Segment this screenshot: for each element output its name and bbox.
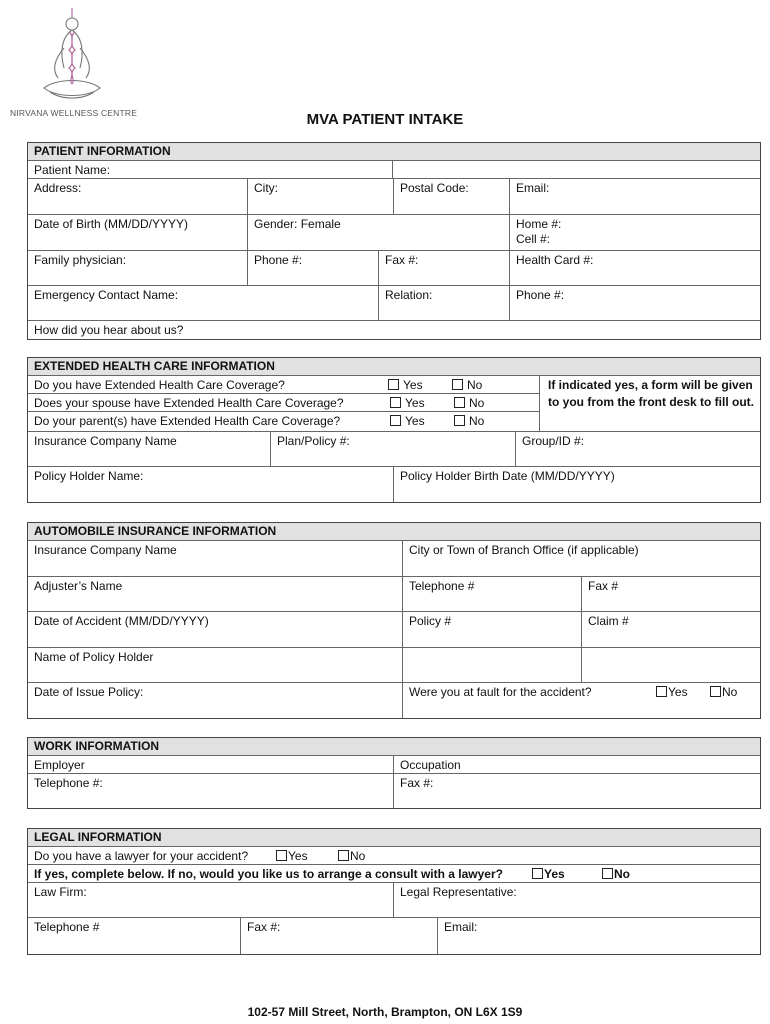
checkbox-icon bbox=[452, 379, 463, 390]
legal-information-section bbox=[27, 828, 761, 955]
yes-label: Yes bbox=[405, 414, 425, 428]
policy-holder-name-field[interactable]: Policy Holder Name: bbox=[34, 469, 144, 483]
consult-yes-checkbox[interactable] bbox=[526, 865, 586, 882]
checkbox-icon bbox=[454, 415, 465, 426]
fault-no-checkbox[interactable] bbox=[704, 683, 754, 719]
health-card-field[interactable]: Health Card #: bbox=[509, 251, 760, 285]
adjuster-name-field[interactable]: Adjuster’s Name bbox=[34, 579, 123, 593]
consult-no-checkbox[interactable] bbox=[596, 865, 656, 882]
yes-label: Yes bbox=[544, 867, 565, 881]
clinic-logo bbox=[8, 8, 140, 120]
claim-field[interactable]: Claim # bbox=[581, 612, 760, 647]
yes-label: Yes bbox=[288, 849, 308, 863]
spouse-no-checkbox[interactable] bbox=[448, 394, 508, 411]
home-phone-label: Home #: bbox=[516, 217, 562, 231]
ehc-form-note: If indicated yes, a form will be given to you from the front desk to fill out. bbox=[539, 376, 760, 431]
group-id-field[interactable]: Group/ID #: bbox=[515, 432, 760, 466]
email-field[interactable]: Email: bbox=[509, 179, 760, 214]
form-title: MVA PATIENT INTAKE bbox=[306, 111, 464, 128]
lawyer-no-checkbox[interactable] bbox=[332, 847, 392, 864]
family-physician-field[interactable]: Family physician: bbox=[34, 253, 127, 267]
checkbox-icon bbox=[710, 686, 721, 697]
fault-yes-checkbox[interactable] bbox=[650, 683, 700, 719]
legal-email-field[interactable]: Email: bbox=[437, 918, 760, 954]
no-label: No bbox=[614, 867, 630, 881]
emergency-phone-field[interactable]: Phone #: bbox=[509, 286, 760, 320]
checkbox-icon bbox=[532, 868, 543, 879]
checkbox-icon bbox=[338, 850, 349, 861]
extended-health-section bbox=[27, 357, 761, 503]
work-fax-field[interactable]: Fax #: bbox=[393, 774, 760, 808]
referral-source-field[interactable]: How did you hear about us? bbox=[34, 323, 184, 337]
checkbox-icon bbox=[388, 379, 399, 390]
checkbox-icon bbox=[390, 415, 401, 426]
cell-phone-label: Cell #: bbox=[516, 232, 551, 246]
no-label: No bbox=[469, 414, 485, 428]
checkbox-icon bbox=[656, 686, 667, 697]
no-label: No bbox=[350, 849, 366, 863]
auto-policy-holder-field[interactable]: Name of Policy Holder bbox=[34, 650, 154, 664]
automobile-insurance-section bbox=[27, 522, 761, 719]
legal-telephone-field[interactable]: Telephone # bbox=[34, 920, 100, 934]
city-field[interactable]: City: bbox=[247, 179, 393, 214]
yes-label: Yes bbox=[405, 396, 425, 410]
ehc-no-checkbox[interactable] bbox=[446, 376, 506, 393]
patient-name-blank[interactable] bbox=[392, 161, 760, 178]
lawyer-yes-checkbox[interactable] bbox=[270, 847, 330, 864]
legal-fax-field[interactable]: Fax #: bbox=[240, 918, 437, 954]
checkbox-icon bbox=[454, 397, 465, 408]
home-cell-field[interactable] bbox=[509, 215, 760, 250]
law-firm-field[interactable]: Law Firm: bbox=[34, 885, 87, 899]
no-label: No bbox=[469, 396, 485, 410]
issue-date-field[interactable]: Date of Issue Policy: bbox=[34, 685, 144, 699]
postal-code-field[interactable]: Postal Code: bbox=[393, 179, 509, 214]
section-header: PATIENT INFORMATION bbox=[28, 143, 760, 161]
parent-coverage-question: Do your parent(s) have Extended Health Care Coverage? bbox=[34, 414, 341, 428]
section-header: WORK INFORMATION bbox=[28, 738, 760, 756]
dob-field[interactable]: Date of Birth (MM/DD/YYYY) bbox=[34, 217, 189, 231]
section-header: EXTENDED HEALTH CARE INFORMATION bbox=[28, 358, 760, 376]
ehc-yes-checkbox[interactable] bbox=[382, 376, 442, 393]
address-field[interactable]: Address: bbox=[34, 181, 82, 195]
physician-fax-field[interactable]: Fax #: bbox=[378, 251, 509, 285]
policy-holder-dob-field[interactable]: Policy Holder Birth Date (MM/DD/YYYY) bbox=[393, 467, 760, 502]
gender-field[interactable]: Gender: Female bbox=[247, 215, 509, 250]
work-telephone-field[interactable]: Telephone #: bbox=[34, 776, 103, 790]
auto-policy-field[interactable]: Policy # bbox=[402, 612, 581, 647]
emergency-contact-field[interactable]: Emergency Contact Name: bbox=[34, 288, 179, 302]
section-header: LEGAL INFORMATION bbox=[28, 829, 760, 847]
patient-information-section bbox=[27, 142, 761, 340]
section-header: AUTOMOBILE INSURANCE INFORMATION bbox=[28, 523, 760, 541]
no-label: No bbox=[467, 378, 483, 392]
employer-field[interactable]: Employer bbox=[34, 758, 85, 772]
consult-question: If yes, complete below. If no, would you like us to arrange a consult with a lawyer? bbox=[34, 867, 503, 881]
meditation-figure-icon bbox=[36, 8, 108, 106]
spouse-yes-checkbox[interactable] bbox=[384, 394, 444, 411]
lawyer-question: Do you have a lawyer for your accident? bbox=[34, 849, 249, 863]
legal-representative-field[interactable]: Legal Representative: bbox=[393, 883, 760, 917]
physician-phone-field[interactable]: Phone #: bbox=[247, 251, 378, 285]
at-fault-question: Were you at fault for the accident? bbox=[409, 685, 592, 699]
clinic-address: 102-57 Mill Street, North, Brampton, ON L6X 1S9 bbox=[247, 1005, 523, 1019]
blank-cell[interactable] bbox=[581, 648, 760, 682]
auto-insurer-field[interactable]: Insurance Company Name bbox=[34, 543, 177, 557]
yes-label: Yes bbox=[403, 378, 423, 392]
checkbox-icon bbox=[390, 397, 401, 408]
patient-name-field[interactable]: Patient Name: bbox=[34, 163, 111, 177]
ehc-insurer-field[interactable]: Insurance Company Name bbox=[34, 434, 177, 448]
yes-label: Yes bbox=[668, 685, 688, 699]
spouse-coverage-question: Does your spouse have Extended Health Care Coverage? bbox=[34, 396, 344, 410]
work-information-section bbox=[27, 737, 761, 809]
adjuster-telephone-field[interactable]: Telephone # bbox=[402, 577, 581, 611]
ehc-coverage-question: Do you have Extended Health Care Coverage? bbox=[34, 378, 285, 392]
plan-policy-field[interactable]: Plan/Policy #: bbox=[270, 432, 515, 466]
logo-text: NIRVANA WELLNESS CENTRE bbox=[10, 108, 138, 118]
checkbox-icon bbox=[276, 850, 287, 861]
relation-field[interactable]: Relation: bbox=[378, 286, 509, 320]
branch-office-field[interactable]: City or Town of Branch Office (if applicable) bbox=[402, 541, 760, 576]
no-label: No bbox=[722, 685, 738, 699]
parent-no-checkbox[interactable] bbox=[448, 412, 508, 431]
adjuster-fax-field[interactable]: Fax # bbox=[581, 577, 760, 611]
blank-cell[interactable] bbox=[402, 648, 581, 682]
parent-yes-checkbox[interactable] bbox=[384, 412, 444, 431]
accident-date-field[interactable]: Date of Accident (MM/DD/YYYY) bbox=[34, 614, 209, 628]
occupation-field[interactable]: Occupation bbox=[393, 756, 760, 773]
checkbox-icon bbox=[602, 868, 613, 879]
